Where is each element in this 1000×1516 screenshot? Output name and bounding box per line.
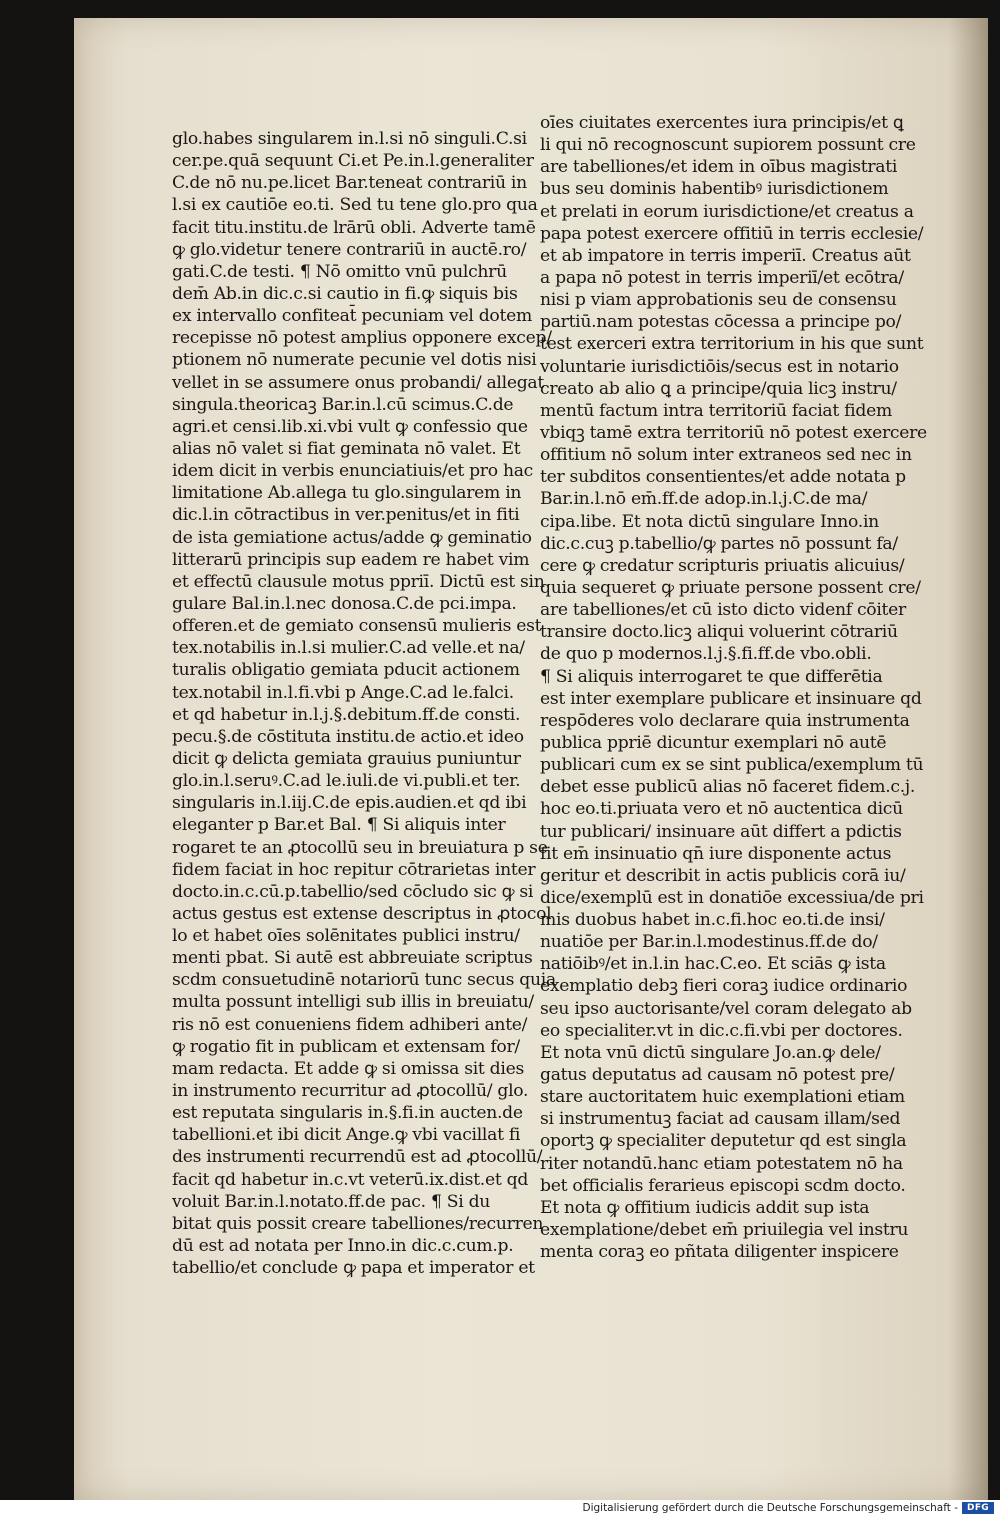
text-line: creato ab alio ꝗ a principe/quia licꝫ instru/ (540, 378, 897, 399)
text-line: voluit Bar.in.l.notato.ff.de pac. ¶ Si du (172, 1191, 491, 1212)
text-line: lo et habet oīes solēnitates publici instru/ (172, 926, 520, 947)
text-line: rogaret te an ꝓtocollū seu in breuiatura p se (172, 837, 548, 858)
text-line: l.si ex cautiōe eo.ti. Sed tu tene glo.pro qua (172, 195, 538, 216)
text-line: multa possunt intelligi sub illis in breuiatu/ (172, 992, 534, 1013)
text-line: tex.notabilis in.l.si mulier.C.ad velle.et na/ (172, 638, 525, 659)
text-line: dic.l.in cōtractibus in ver.penitus/et in fiti (172, 505, 520, 526)
text-line: mentū factum intra territoriū faciat fidem (540, 400, 892, 421)
text-line: nisi p viam approbationis seu de consensu (540, 290, 897, 311)
text-line: li qui nō recognoscunt supiorem possunt cre (540, 135, 916, 156)
left-text-column (172, 128, 556, 1279)
text-line: publicari cum ex se sint publica/exemplum tū (540, 755, 924, 776)
text-line: riter notandū.hanc etiam potestatem nō ha (540, 1153, 903, 1174)
text-line: et effectū clausule motus ppriī. Dictū est sin (172, 571, 545, 592)
text-line: stare auctoritatem huic exemplationi etiam (540, 1087, 905, 1108)
dfg-logo: DFG (962, 1502, 994, 1514)
text-line: docto.in.c.cū.p.tabellio/sed cōcludo sic ꝙ si (172, 881, 534, 902)
text-line: tabellio/et conclude ꝙ papa et imperator et (172, 1258, 535, 1279)
text-line: glo.habes singularem in.l.si nō singuli.C.si (172, 129, 527, 149)
text-line: ter subditos consentientes/et adde notata p (540, 467, 906, 488)
text-line: menti pbat. Si autē est abbreuiate scriptus (172, 948, 533, 969)
text-line: mis duobus habet in.c.fi.hoc eo.ti.de insi/ (540, 910, 885, 931)
text-line: transire docto.licꝫ aliqui voluerint cōtrariū (540, 622, 898, 643)
text-line: cere ꝙ credatur scripturis priuatis alicuius/ (540, 555, 905, 576)
text-line: exemplatione/debet em̄ priuilegia vel instru (540, 1220, 909, 1241)
text-line: eleganter p Bar.et Bal. ¶ Si aliquis inter (172, 815, 506, 836)
text-line: test exerceri extra territorium in his que sunt (540, 334, 924, 355)
text-line: debet esse publicū alias nō faceret fidem.c.j. (540, 777, 916, 798)
text-line: a papa nō potest in terris imperiī/et ecōtra/ (540, 267, 904, 288)
text-line: publica ppriē dicuntur exemplari nō autē (540, 732, 887, 753)
text-line: idem dicit in verbis enunciatiuis/et pro hac (172, 461, 533, 482)
text-line: limitatione Ab.allega tu glo.singularem in (172, 483, 522, 504)
text-line: ꝙ rogatio fit in publicam et extensam for/ (172, 1036, 520, 1057)
text-line: natiōibꝰ/et in.l.in hac.C.eo. Et sciās ꝙ ista (540, 954, 886, 975)
text-line: alias nō valet si fiat geminata nō valet. Et (172, 438, 521, 459)
text-line: et prelati in eorum iurisdictione/et creatus a (540, 201, 914, 222)
right-text-column (540, 112, 927, 1263)
text-line: facit titu.institu.de lrārū obli. Adverte tamē (172, 217, 536, 238)
text-line: est reputata singularis in.§.fi.in aucten.de (172, 1103, 523, 1124)
text-line: scdm consuetudinē notariorū tunc secus quia (172, 970, 556, 991)
text-line: quia sequeret ꝙ priuate persone possent cre/ (540, 577, 921, 598)
text-line: ¶ Si aliquis interrogaret te que differētia (540, 666, 883, 687)
text-line: tex.notabil in.l.fi.vbi p Ange.C.ad le.falci. (172, 682, 514, 703)
text-line: ptionem nō numerate pecunie vel dotis nisi (172, 350, 537, 371)
text-line: glo.in.l.seruꝰ.C.ad le.iuli.de vi.publi.et ter. (172, 771, 521, 792)
footer-bar (0, 1500, 1000, 1516)
text-line: singula.theoricaꝫ Bar.in.l.cū scimus.C.de (172, 394, 514, 415)
text-line: dem̄ Ab.in dic.c.si cautio in fi.ꝙ siquis bis (172, 283, 518, 304)
text-line: tabellioni.et ibi dicit Ange.ꝙ vbi vacillat fi (172, 1125, 521, 1146)
text-line: mam redacta. Et adde ꝙ si omissa sit dies (172, 1058, 524, 1079)
text-line: dice/exemplū est in donatiōe excessiua/de pri (540, 887, 924, 908)
text-line: nuatiōe per Bar.in.l.modestinus.ff.de do/ (540, 932, 878, 953)
text-line: Et nota vnū dictū singulare Jo.an.ꝙ dele/ (540, 1042, 881, 1063)
text-line: partiū.nam potestas cōcessa a principe po/ (540, 312, 902, 333)
text-line: papa potest exercere offitiū in terris ecclesie/ (540, 223, 924, 244)
text-line: oīes ciuitates exercentes iura principis/et ꝗ (540, 113, 904, 133)
text-line: dic.c.cuꝫ p.tabellio/ꝙ partes nō possunt fa/ (540, 533, 898, 554)
text-line: offitium nō solum inter extraneos sed nec in (540, 445, 912, 466)
text-line: tur publicari/ insinuare aūt differt a pdictis (540, 821, 902, 842)
text-line: de ista gemiatione actus/adde ꝙ geminatio (172, 527, 532, 548)
text-line: turalis obligatio gemiata pducit actionem (172, 660, 520, 681)
text-line: vbiqꝫ tamē extra territoriū nō potest exercere (540, 422, 927, 443)
text-line: si instrumentuꝫ faciat ad causam illam/sed (540, 1109, 901, 1130)
text-line: recepisse nō potest amplius opponere excep/ (172, 328, 552, 349)
text-line: et qd habetur in.l.j.§.debitum.ff.de consti. (172, 704, 521, 725)
text-line: singularis in.l.iij.C.de epis.audien.et qd ibi (172, 793, 527, 814)
text-line: litterarū principis sup eadem re habet vim (172, 549, 530, 570)
text-line: geritur et describit in actis publicis corā iu/ (540, 865, 906, 886)
text-line: ris nō est conueniens fidem adhiberi ante/ (172, 1014, 528, 1035)
text-line: fit em̄ insinuatio qn̄ iure disponente actus (540, 843, 892, 864)
text-line: voluntarie iurisdictiōis/secus est in notario (540, 356, 899, 377)
digitization-credit: Digitalisierung gefördert durch die Deutsche Forschungsgemeinschaft - (582, 1502, 958, 1514)
text-line: Et nota ꝙ offitium iudicis addit sup ista (540, 1197, 870, 1218)
text-line: pecu.§.de cōstituta institu.de actio.et ideo (172, 726, 524, 747)
text-line: Bar.in.l.nō em̄.ff.de adop.in.l.j.C.de ma/ (540, 489, 868, 510)
text-line: dicit ꝙ delicta gemiata grauius puniuntur (172, 748, 521, 769)
text-line: actus gestus est extense descriptus in ꝓtocol (172, 903, 552, 924)
text-line: menta coraꝫ eo pñtata diligenter inspicere (540, 1242, 899, 1263)
text-line: bitat quis possit creare tabelliones/recurren (172, 1213, 544, 1234)
text-line: are tabelliones/et cū isto dicto videnf cōiter (540, 600, 906, 621)
text-line: vellet in se assumere onus probandi/ allegat (172, 372, 544, 393)
text-line: de quo p modernos.l.j.§.fi.ff.de vbo.obli. (540, 644, 872, 665)
text-line: agri.et censi.lib.xi.vbi vult ꝙ confessio que (172, 416, 528, 437)
text-line: in instrumento recurritur ad ꝓtocollū/ glo. (172, 1081, 529, 1102)
text-line: oportꝫ ꝙ specialiter deputetur qd est singla (540, 1131, 907, 1152)
text-line: est inter exemplare publicare et insinuare qd (540, 688, 922, 709)
text-line: offeren.et de gemiato consensū mulieris est (172, 616, 542, 637)
text-line: fidem faciat in hoc repitur cōtrarietas inter (172, 859, 536, 880)
text-line: respōderes volo declarare quia instrumenta (540, 710, 910, 731)
text-line: seu ipso auctorisante/vel coram delegato ab (540, 998, 912, 1019)
text-line: des instrumenti recurrendū est ad ꝓtocollū/ (172, 1147, 543, 1168)
text-line: exemplatio debꝫ fieri coraꝫ iudice ordinario (540, 976, 908, 997)
page-gutter-shadow (948, 18, 988, 1500)
text-line: facit qd habetur in.c.vt veterū.ix.dist.et qd (172, 1169, 529, 1190)
text-line: gatus deputatus ad causam nō potest pre/ (540, 1065, 895, 1086)
text-line: hoc eo.ti.priuata vero et nō auctentica dicū (540, 799, 903, 820)
text-line: cer.pe.quā sequunt Ci.et Pe.in.l.generaliter (172, 151, 534, 172)
text-line: cipa.libe. Et nota dictū singulare Inno.in (540, 511, 879, 532)
text-line: gulare Bal.in.l.nec donosa.C.de pci.impa. (172, 593, 517, 614)
text-line: et ab impatore in terris imperiī. Creatus aūt (540, 245, 911, 266)
text-line: bus seu dominis habentibꝰ iurisdictionem (540, 179, 889, 200)
text-line: gati.C.de testi. ¶ Nō omitto vnū pulchrū (172, 261, 507, 282)
text-line: ꝙ glo.videtur tenere contrariū in auctē.ro/ (172, 239, 527, 260)
text-line: ex intervallo confiteat̄ pecuniam vel dotem (172, 306, 532, 327)
text-line: C.de nō nu.pe.licet Bar.teneat contrariū in (172, 173, 527, 194)
text-line: eo specialiter.vt in dic.c.fi.vbi per doctores. (540, 1020, 903, 1041)
text-line: bet officialis ferarieus episcopi scdm docto. (540, 1175, 906, 1196)
text-line: are tabelliones/et idem in oībus magistrati (540, 157, 898, 178)
text-line: dū est ad notata per Inno.in dic.c.cum.p. (172, 1236, 514, 1257)
